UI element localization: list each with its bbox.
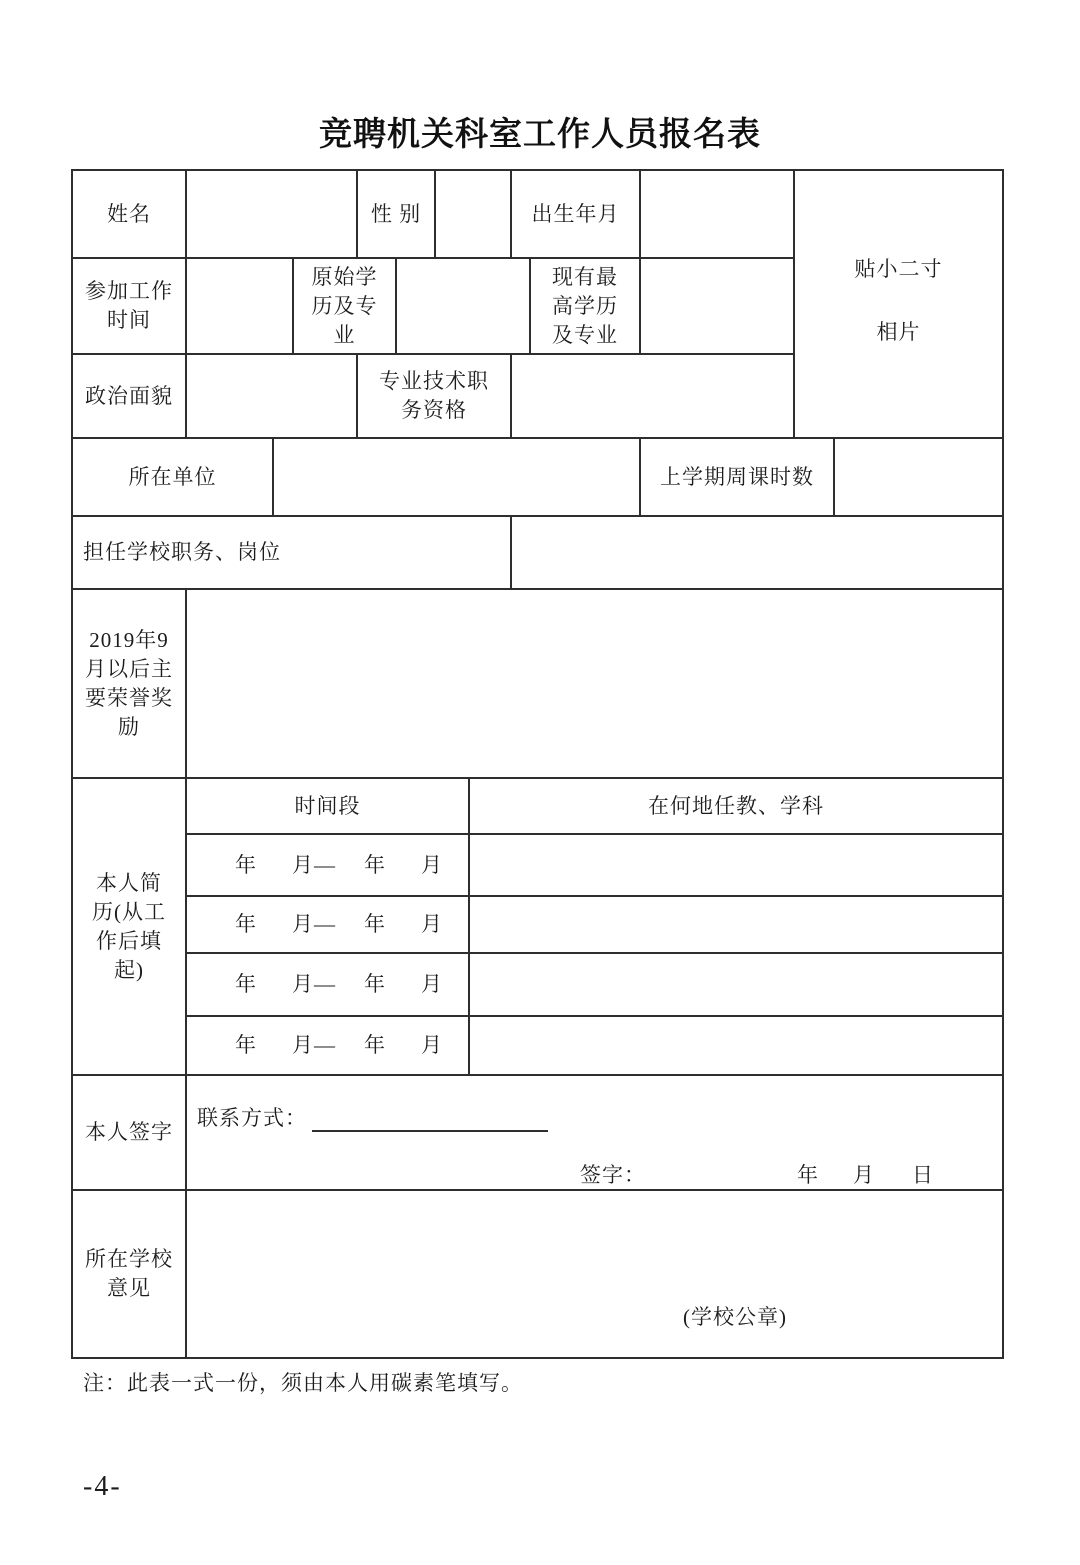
school-opinion-content-cell	[185, 1189, 1004, 1359]
resume-to-month: 月	[421, 972, 443, 996]
resume-period-cell	[185, 1015, 470, 1076]
resume-from-year: 年	[235, 912, 257, 936]
contact-label: 联系方式：	[197, 1106, 307, 1130]
resume-period-header: 时间段	[294, 793, 361, 818]
resume-label-cell	[71, 777, 187, 1076]
original-education-field	[395, 257, 531, 355]
professional-title-label-line-1: 专业技术职	[379, 369, 489, 393]
weekly-hours-field	[833, 437, 1004, 517]
date-year-label: 年	[797, 1163, 819, 1187]
school-opinion-label-line-2: 意见	[107, 1276, 151, 1300]
date-day-label: 日	[912, 1163, 934, 1187]
honors-label-line-2: 月以后主	[85, 656, 173, 681]
resume-to-month: 月	[421, 1033, 443, 1057]
highest-education-label-line-3: 及专业	[552, 322, 618, 347]
school-position-label-cell	[71, 515, 512, 590]
resume-place-field	[468, 833, 1004, 897]
highest-education-label-line-2: 高学历	[552, 293, 618, 318]
school-opinion-label-cell	[71, 1189, 187, 1359]
work-start-field	[185, 257, 294, 355]
resume-from-month: 月—	[292, 852, 336, 877]
resume-period-cell	[185, 895, 470, 954]
date-month-label: 月	[853, 1163, 875, 1187]
honors-field	[185, 588, 1004, 779]
gender-field	[434, 169, 512, 259]
highest-education-label-line-1: 现有最	[552, 264, 618, 289]
resume-label-line-4: 起)	[114, 957, 144, 982]
resume-label-line-3: 作后填	[96, 928, 162, 953]
resume-to-month: 月	[421, 852, 443, 877]
school-position-label: 担任学校职务、岗位	[83, 540, 281, 564]
honors-label-line-1: 2019年9	[89, 627, 169, 652]
resume-place-field	[468, 1015, 1004, 1076]
original-education-label-line-3: 业	[333, 322, 356, 347]
photo-label-line-1: 贴小二寸	[854, 257, 943, 281]
name-label: 姓名	[107, 201, 151, 226]
professional-title-label-line-2: 务资格	[401, 398, 467, 422]
resume-to-month: 月	[421, 912, 443, 936]
original-education-label-line-2: 历及专	[311, 293, 378, 318]
resume-from-year: 年	[235, 1033, 257, 1057]
highest-education-label-cell	[529, 257, 641, 355]
work-start-label-line-1: 参加工作	[85, 279, 173, 303]
weekly-hours-label-cell	[639, 437, 835, 517]
unit-label: 所在单位	[128, 464, 217, 489]
resume-from-month: 月—	[292, 972, 336, 996]
name-field	[185, 169, 358, 259]
photo-label-line-2: 相片	[876, 320, 921, 344]
original-education-label-cell	[292, 257, 397, 355]
gender-label: 性 别	[370, 201, 422, 226]
school-seal-text: (学校公章)	[683, 1305, 787, 1329]
honors-label-line-3: 要荣誉奖	[85, 685, 173, 710]
contact-underline	[312, 1130, 548, 1132]
resume-period-cell	[185, 952, 470, 1017]
work-start-label-cell	[71, 257, 187, 355]
resume-to-year: 年	[364, 912, 386, 936]
political-status-label: 政治面貌	[85, 383, 173, 408]
unit-field	[272, 437, 641, 517]
sign-label: 签字：	[580, 1163, 646, 1187]
professional-title-field	[510, 353, 795, 439]
work-start-label-line-2: 时间	[107, 308, 151, 332]
resume-to-year: 年	[364, 972, 386, 996]
signature-content-cell	[185, 1074, 1004, 1191]
gender-label-cell	[356, 169, 436, 259]
form-note: 注：此表一式一份，须由本人用碳素笔填写。	[83, 1371, 523, 1395]
birth-label-cell	[510, 169, 641, 259]
resume-from-month: 月—	[292, 1033, 336, 1057]
school-opinion-label-line-1: 所在学校	[85, 1247, 173, 1271]
resume-place-field	[468, 895, 1004, 954]
resume-to-year: 年	[364, 1033, 386, 1057]
form-title: 竞聘机关科室工作人员报名表	[319, 117, 761, 153]
resume-place-header: 在何地任教、学科	[648, 793, 824, 818]
political-status-field	[185, 353, 358, 439]
signature-label-cell	[71, 1074, 187, 1191]
resume-from-year: 年	[235, 852, 257, 877]
resume-place-header-cell	[468, 777, 1004, 835]
honors-label-cell	[71, 588, 187, 779]
resume-place-field	[468, 952, 1004, 1017]
birth-label: 出生年月	[531, 201, 620, 226]
resume-label-line-2: 历(从工	[92, 899, 166, 924]
professional-title-label-cell	[356, 353, 512, 439]
photo-cell	[793, 169, 1004, 439]
honors-label-line-4: 励	[118, 714, 140, 739]
unit-label-cell	[71, 437, 274, 517]
resume-to-year: 年	[364, 852, 386, 877]
resume-from-month: 月—	[292, 912, 336, 936]
highest-education-field	[639, 257, 795, 355]
weekly-hours-label: 上学期周课时数	[660, 464, 814, 489]
birth-field	[639, 169, 795, 259]
resume-period-header-cell	[185, 777, 470, 835]
original-education-label-line-1: 原始学	[311, 264, 378, 289]
school-position-field	[510, 515, 1004, 590]
name-label-cell	[71, 169, 187, 259]
resume-from-year: 年	[235, 972, 257, 996]
resume-label-line-1: 本人简	[96, 870, 162, 895]
signature-label: 本人签字	[85, 1120, 173, 1144]
page-number: -4-	[83, 1471, 122, 1502]
political-status-label-cell	[71, 353, 187, 439]
resume-period-cell	[185, 833, 470, 897]
